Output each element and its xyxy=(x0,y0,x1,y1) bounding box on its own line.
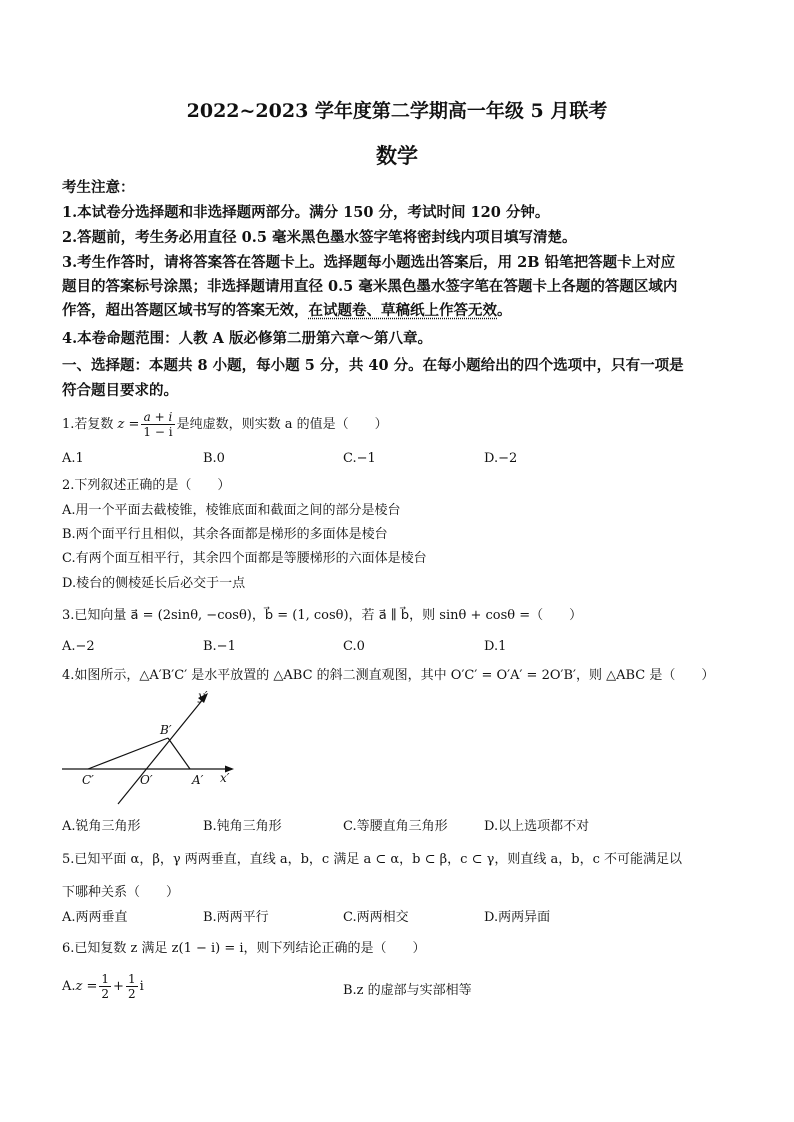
q1-option-d: D.−2 xyxy=(484,451,518,466)
q2-option-d: D.棱台的侧棱延长后必交于一点 xyxy=(62,576,246,591)
q4-option-b: B.钝角三角形 xyxy=(203,819,282,834)
subject-title: 数学 xyxy=(376,143,418,168)
note-3-line-2: 题目的答案标号涂黑；非选择题请用直径 0.5 毫米黑色墨水签字笔在答题卡上各题的答题区域内 xyxy=(62,278,678,295)
q4-option-d: D.以上选项都不对 xyxy=(484,819,590,834)
q3-option-b: B.−1 xyxy=(203,639,236,654)
q1-numerator: a + i xyxy=(141,410,174,425)
label-c: C′ xyxy=(82,773,94,787)
label-x: x′ xyxy=(220,771,230,785)
section-heading-line-1: 一、选择题：本题共 8 小题，每小题 5 分，共 40 分。在每小题给出的四个选项中，只有一项是 xyxy=(62,357,684,374)
label-b: B′ xyxy=(160,723,172,737)
y-axis-line xyxy=(118,698,204,804)
q6-a-plus: + xyxy=(113,979,124,994)
note-4: 4.本卷命题范围：人教 A 版必修第二册第六章～第八章。 xyxy=(62,330,432,347)
note-2: 2.答题前，考生务必用直径 0.5 毫米黑色墨水签字笔将密封线内项目填写清楚。 xyxy=(62,229,577,246)
q1-option-c: C.−1 xyxy=(343,451,376,466)
exam-title: 2022~2023 学年度第二学期高一年级 5 月联考 xyxy=(186,100,608,122)
q3-option-a: A.−2 xyxy=(62,639,95,654)
q3-option-d: D.1 xyxy=(484,639,507,654)
q1-fraction xyxy=(141,410,174,439)
notes-heading: 考生注意： xyxy=(62,179,135,196)
q4-option-c: C.等腰直角三角形 xyxy=(343,819,448,834)
q6-option-a xyxy=(62,972,144,1001)
q6-a-i: i xyxy=(139,979,144,994)
label-a: A′ xyxy=(192,773,204,787)
q5-option-b: B.两两平行 xyxy=(203,910,269,925)
side-c-b xyxy=(88,738,168,769)
note-3-end: 。 xyxy=(497,302,512,319)
q5-stem-line-2: 下哪种关系（ ） xyxy=(62,885,180,900)
q2-option-c: C.有两个面互相平行，其余四个面都是等腰梯形的六面体是棱台 xyxy=(62,551,427,566)
q1-stem xyxy=(62,410,388,439)
q5-stem-line-1: 5.已知平面 α，β，γ 两两垂直，直线 a，b，c 满足 a ⊂ α，b ⊂ β，c ⊂ γ，则直线 a，b，c 不可能满足以 xyxy=(62,852,682,867)
q6-a-z: z = xyxy=(75,979,98,994)
q6-a-prefix: A. xyxy=(62,979,76,994)
note-3-line-3 xyxy=(62,299,512,320)
q6-a-num-1: 1 xyxy=(101,972,110,986)
oblique-view-figure xyxy=(62,686,252,810)
q1-z-eq: z = xyxy=(117,417,140,432)
q6-a-den-2: 2 xyxy=(127,987,136,1001)
q4-option-a: A.锐角三角形 xyxy=(62,819,141,834)
q2-stem: 2.下列叙述正确的是（ ） xyxy=(62,478,231,493)
note-1: 1.本试卷分选择题和非选择题两部分。满分 150 分，考试时间 120 分钟。 xyxy=(62,204,550,221)
q3-option-c: C.0 xyxy=(343,639,365,654)
q6-stem: 6.已知复数 z 满足 z(1 − i) = i，则下列结论正确的是（ ） xyxy=(62,941,426,956)
q6-a-den-1: 2 xyxy=(101,987,110,1001)
q6-a-num-2: 1 xyxy=(127,972,136,986)
label-y: y′ xyxy=(198,689,208,703)
q5-option-a: A.两两垂直 xyxy=(62,910,128,925)
q6-a-fraction-2 xyxy=(126,972,138,1001)
q1-option-a: A.1 xyxy=(62,451,84,466)
q2-option-a: A.用一个平面去截棱锥，棱锥底面和截面之间的部分是棱台 xyxy=(62,503,401,518)
side-b-a xyxy=(168,738,190,769)
q2-option-b: B.两个面平行且相似，其余各面都是梯形的多面体是棱台 xyxy=(62,527,388,542)
q1-option-b: B.0 xyxy=(203,451,225,466)
q5-option-d: D.两两异面 xyxy=(484,910,551,925)
q3-stem: 3.已知向量 a⃗ = (2sinθ, −cosθ)，b⃗ = (1, cosθ)，若 a⃗ ∥ b⃗，则 sinθ + cosθ =（ ） xyxy=(62,608,583,623)
q1-prefix: 1.若复数 xyxy=(62,417,118,432)
q1-suffix: 是纯虚数，则实数 a 的值是（ ） xyxy=(176,417,388,432)
note-3-text: 作答，超出答题区域书写的答案无效， xyxy=(62,302,309,319)
q6-option-b: B.z 的虚部与实部相等 xyxy=(343,983,472,998)
q5-option-c: C.两两相交 xyxy=(343,910,409,925)
section-heading-line-2: 符合题目要求的。 xyxy=(62,382,178,399)
q1-denominator: 1 − i xyxy=(143,425,173,439)
note-3-line-1: 3.考生作答时，请将答案答在答题卡上。选择题每小题选出答案后，用 2B 铅笔把答题卡上对应 xyxy=(62,254,676,271)
label-o: O′ xyxy=(140,773,153,787)
q4-stem: 4.如图所示，△A′B′C′ 是水平放置的 △ABC 的斜二测直观图，其中 O′C′ = O′A′ = 2O′B′，则 △ABC 是（ ） xyxy=(62,668,715,683)
note-3-emphasis: 在试题卷、草稿纸上作答无效 xyxy=(308,302,497,319)
q6-a-fraction-1 xyxy=(99,972,111,1001)
